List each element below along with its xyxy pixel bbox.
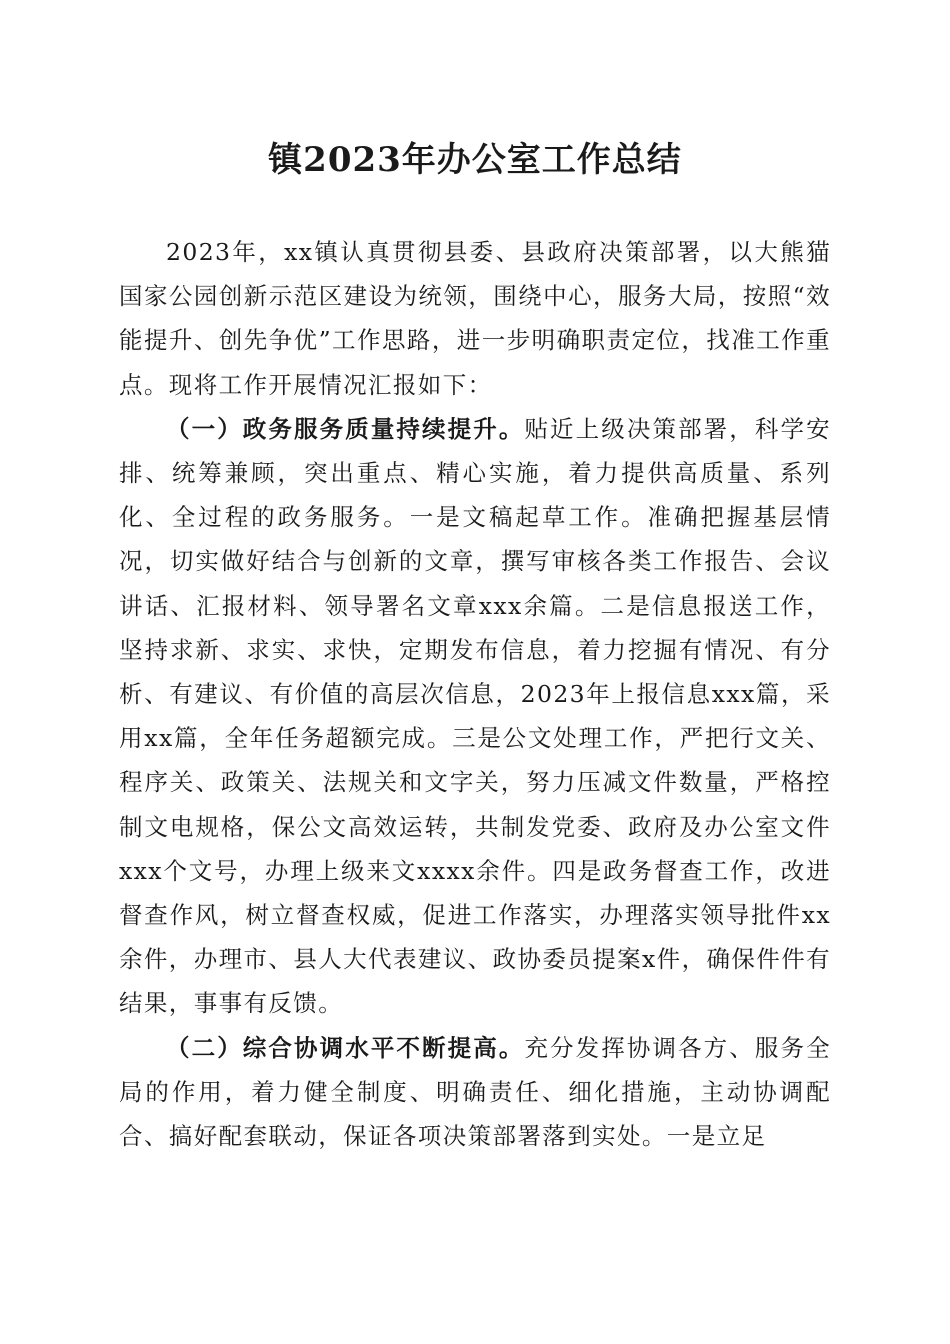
section-1-text: 贴近上级决策部署，科学安排、统筹兼顾，突出重点、精心实施，着力提供高质量、系列化、全过程的政务服务。一是文稿起草工作。准确把握基层情况，切实做好结合与创新的文章，撰写审核各类工作报告、会议讲话、汇报材料、领导署名文章xxx余篇。二是信息报送工作，坚持求新、求实、求快，定期发布信息，着力挖掘有情况、有分析、有建议、有价值的高层次信息，2023年上报信息xxx篇，采用xx篇，全年任务超额完成。三是公文处理工作，严把行文关、程序关、政策关、法规关和文字关，努力压减文件数量，严格控制文电规格，保公文高效运转，共制发党委、政府及办公室文件xxx个文号，办理上级来文xxxx余件。四是政务督查工作，改进督查作风，树立督查权威，促进工作落实，办理落实领导批件xx余件，办理市、县人大代表建议、政协委员提案x件，确保件件有结果，事事有反馈。 <box>119 414 831 1018</box>
intro-paragraph: 2023年，xx镇认真贯彻县委、县政府决策部署，以大熊猫国家公园创新示范区建设为统领，围绕中心，服务大局，按照“效能提升、创先争优”工作思路，进一步明确职责定位，找准工作重点。现将工作开展情况汇报如下： <box>119 238 831 399</box>
section-2-paragraph <box>119 1026 831 1159</box>
section-2-heading: （二）综合协调水平不断提高。 <box>166 1033 525 1062</box>
section-1-heading: （一）政务服务质量持续提升。 <box>166 414 525 443</box>
document-body <box>119 230 831 1158</box>
section-2-text: 充分发挥协调各方、服务全局的作用，着力健全制度、明确责任、细化措施，主动协调配合、搞好配套联动，保证各项决策部署落到实处。一是立足 <box>119 1033 831 1151</box>
document-title: 镇2023年办公室工作总结 <box>268 140 682 180</box>
section-1-paragraph <box>119 407 831 1026</box>
